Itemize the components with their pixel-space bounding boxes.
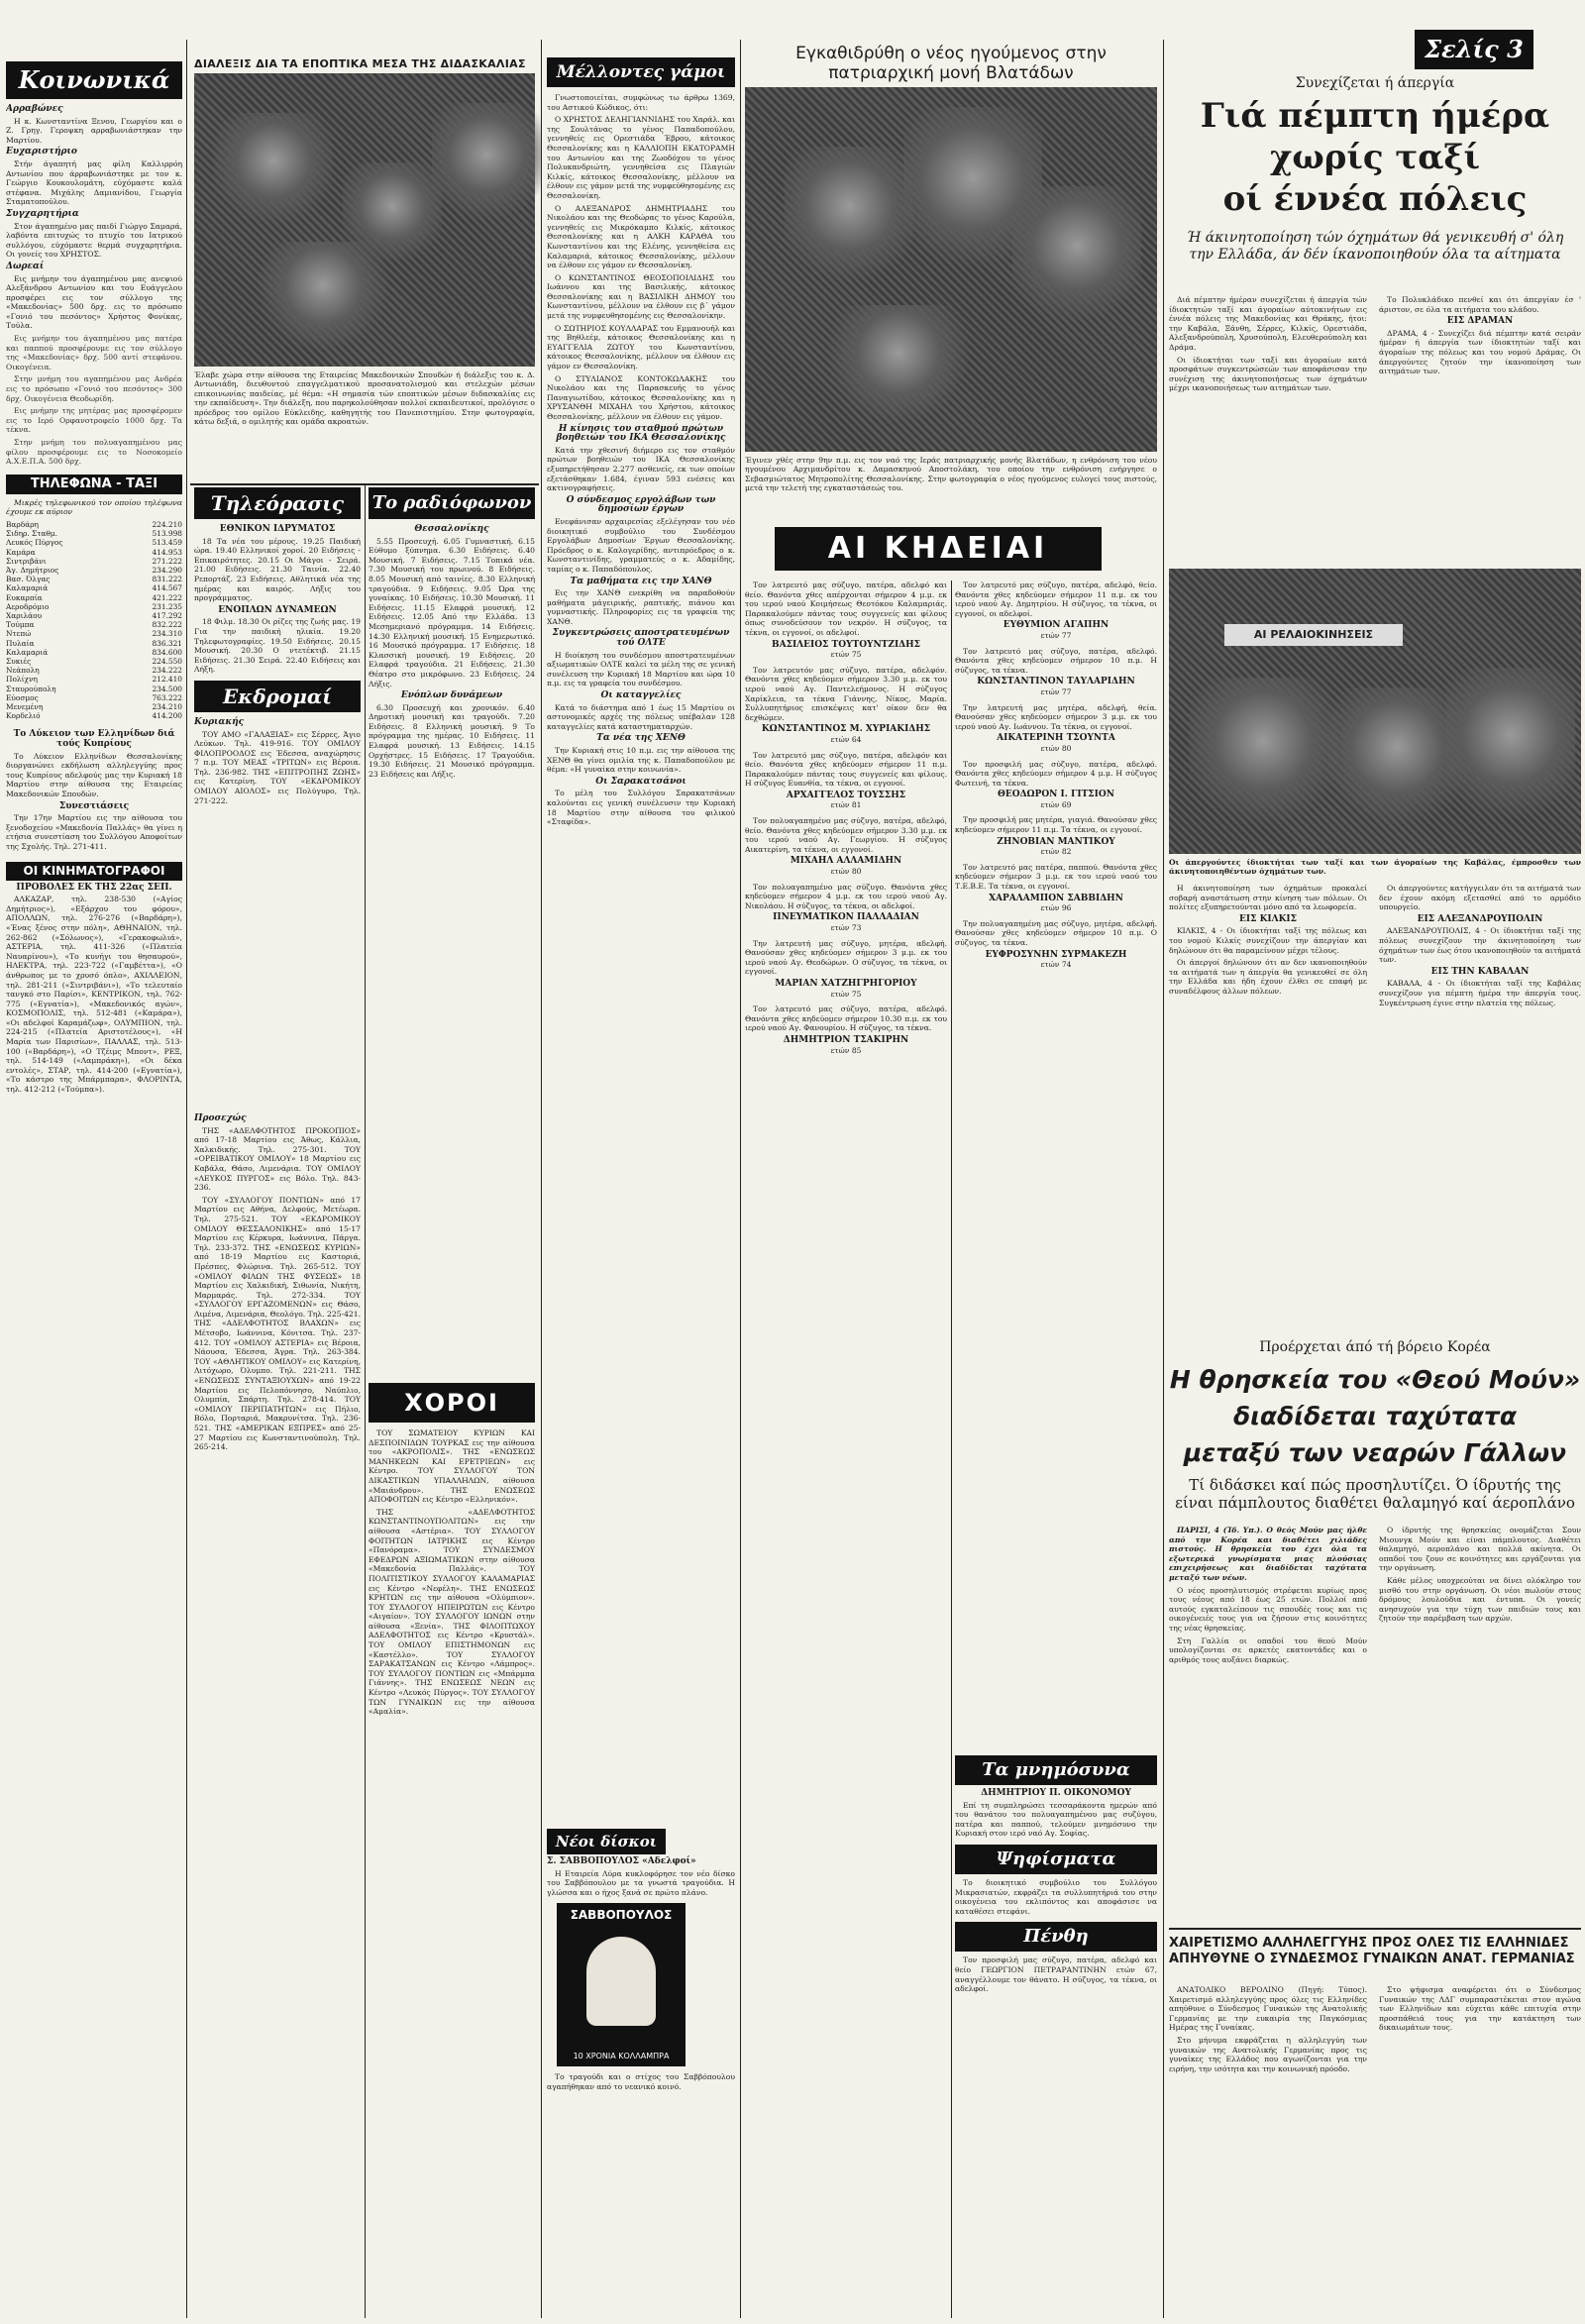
weddings-column: [547, 57, 735, 1226]
album-bottom-text: 10 ΧΡΟΝΙΑ ΚΟΛΛΑΜΠΡΑ: [573, 2051, 670, 2060]
phone-number: 234.310: [152, 629, 182, 639]
funeral-notice: Τον προσφιλή μας σύζυγο, πατέρα, αδελφό. Θανόντα χθες κηδεύομεν σήμερον 4 μ.μ. Η σύζυγος Φωτεινή, τα τέκνα.: [955, 759, 1157, 788]
memorial-name: ΔΗΜΗΤΡΙΟΥ Π. ΟΙΚΟΝΟΜΟΥ: [981, 1788, 1131, 1798]
phone-row: [6, 693, 182, 702]
kavala-title: ΕΙΣ ΤΗΝ ΚΑΒΑΛΑΝ: [1430, 966, 1530, 977]
phone-place: Συκιές: [6, 657, 32, 667]
moon-body: Ο ίδρυτής της θρησκείας ονομάζεται Σουν Μιουνγκ Μούν και είναι πάμπλουτος. Διαθέτει θαλαμηγό, αεροπλάνο και πολλά ακίνητα. Οι οπαδοί του ζουν σε κοινότητες και εργάζονται για την οργάνωση.: [1379, 1526, 1581, 1573]
phone-row: [6, 602, 182, 611]
resolutions-text: Το διοικητικό συμβούλιο του Συλλόγου Μικρασιατών, εκφράζει τα συλλυπητήριά του στην οικογένεια του εκλιπόντος και αποφάσισε να καταθέσει στεφάνι.: [955, 1877, 1157, 1916]
phone-row: [6, 548, 182, 557]
tv-title: Τηλεόρασις: [194, 487, 361, 519]
greetings-title: ΧΑΙΡΕΤΙΣΜΟ ΑΛΛΗΛΕΓΓΥΗΣ ΠΡΟΣ ΟΛΕΣ ΤΙΣ ΕΛΛΗΝΙΔΕΣ ΑΠΗΥΘΥΝΕ Ο ΣΥΝΔΕΣΜΟΣ ΓΥΝΑΙΚΩΝ ΑΝΑΤ. ΓΕΡΜΑΝΙΑΣ: [1169, 1936, 1575, 1966]
phone-place: Ευκαρπία: [6, 592, 43, 602]
album-cover: [557, 1903, 686, 2066]
kilkis-title: ΕΙΣ ΚΙΛΚΙΣ: [1239, 913, 1297, 924]
phone-row: [6, 557, 182, 566]
taxi-headline-line: Γιά πέμπτη ήμέρα: [1200, 96, 1550, 136]
funeral-age: ετών 75: [830, 650, 862, 660]
social-section-text: Η κ. Κωνσταντίνα Ξενου, Γεωργίου και ο Ζ. Γρηγ. Γεροψκη αρραβωνιάστηκαν την Μαρτίου.: [6, 116, 182, 145]
moon-body-left: ΠΑΡΙΣΙ, 4 (Ίδ. Υπ.). Ο θεός Μούν μας ήλθε από την Κορέα και διαθέτει χιλιάδες πιστούς. Η θρησκεία του έχει όλα τα εξωτερικά γνωρίσματα μιας πλούσιας επιχειρήσεως και διαδίδεται ταχύτατα μεταξύ των νέων. Ο νέος προσηλυτισμός στρέφεται κυρίως προς τους νέους από 18 έως 25 ετών. Πολλοί από αυτούς εγκαταλείπουν τις σπουδές τους και τις οικογένειές τους για να ζήσουν στις κοινότητες της νέας θρησκείας. Στη Γαλλία οι οπαδοί του θεού Μούν υπολογίζονται σε αρκετές εκατοντάδες και ο αριθμός τους αυξάνει διαρκώς.: [1169, 1526, 1367, 1664]
monastery-photo: [745, 87, 1157, 452]
greetings-body-left: ΑΝΑΤΟΛΙΚΟ ΒΕΡΟΛΙΝΟ (Πηγή: Τύπος). Χαιρετισμό αλληλεγγύης προς όλες τις Ελληνίδες απηύθυνε ο Σύνδεσμος Γυναικών της Ανατολικής Γερμανίας με την ευκαιρία της Παγκόσμιας Ημέρας της Γυναίκας. Στο μήνυμα εκφράζεται η αλληλεγγύη των γυναικών της Ανατολικής Γερμανίας προς τις γυναίκες της Ελλάδος που αγωνίζονται για την ειρήνη, την ισότητα και την κοινωνική πρόοδο.: [1169, 1985, 1367, 2073]
moon-body-right: Ο ίδρυτής της θρησκείας ονομάζεται Σουν Μιουνγκ Μούν και είναι πάμπλουτος. Διαθέτει θαλαμηγό, αεροπλάνο και πολλά ακίνητα. Οι οπαδοί του ζουν σε κοινότητες και εργάζονται για την οργάνωση. Κάθε μέλος υποχρεούται να δίνει ολόκληρο τον μισθό του στην οργάνωση. Οι νέοι πωλούν στους δρόμους λουλούδια και έντυπα. Οι γονείς ανησυχούν για την τύχη των παιδιών τους και ζητούν την παρέμβαση των αρχών.: [1379, 1526, 1581, 1624]
wedding-notice: Ο ΚΩΝΣΤΑΝΤΙΝΟΣ ΘΕΟΣΟΠΟΙΛΙΔΗΣ του Ιωάννου και της Βασιλικής, κάτοικος Θεσσαλονίκης και η ΒΑΣΙΛΙΚΗ ΔΗΜΟΥ του Κωνσταντίνου, μέλλουν να έλθουν εις β΄ γάμον μετά της νυμφευθησομένης εις Θεσσαλονίκην.: [547, 272, 735, 321]
taxi-photo-caption: Οι άπεργούντες ίδιοκτήται των ταξί και των άγοραίων της Καβάλας, έμπροσθεν των άκινητοποιηθέντων όχημάτων των.: [1169, 858, 1581, 877]
phone-number: 836.321: [152, 638, 182, 648]
ika-title: Η κίνησις του σταθμού πρώτων βοηθειών του ΙΚΑ Θεσσαλονίκης: [556, 423, 726, 444]
memorial-section: [955, 1755, 1157, 2318]
funeral-notice: Την πολυαγαπημένη μας σύζυγο, μητέρα, αδελφή. Θανούσαν χθες κηδεύομεν σήμερον 10 π.μ. Ο σύζυγος, τα τέκνα.: [955, 918, 1157, 947]
phone-number: 234.500: [152, 684, 182, 693]
sarakatsanoi-title: Οι Σαρακατσάνοι: [595, 776, 687, 787]
drama-title: ΕΙΣ ΔΡΑΜΑΝ: [1446, 316, 1514, 327]
taxi-body-left: Η άκινητοποίηση των όχημάτων προκαλεί σοβαρή αναστάτωση στην κίνηση των πόλεων. Οι πολίτες εξυπηρετούνται μόνο από τα λεωφορεία. ΕΙΣ ΚΙΛΚΙΣ ΚΙΛΚΙΣ, 4 - Οι ίδιοκτήται ταξί της πόλεως και του νομού Κιλκίς συνεχίζουν την άπεργίαν και δηλώνουν ότι θα παραμείνουν μέχρι τέλους. Οι άπεργοί δηλώνουν ότι αν δεν ικανοποιηθούν τα αιτήματά των η άπεργία θα γενικευθεί σε όλη την Ελλάδα και ήδη έχουν έλθει σε επαφή με συναδέλφους άλλων πόλεων.: [1169, 884, 1367, 996]
radio-body: [369, 525, 535, 779]
dances-text: ΤΟΥ ΣΩΜΑΤΕΙΟΥ ΚΥΡΙΩΝ ΚΑΙ ΔΕΣΠΟΙΝΙΔΩΝ ΤΟΥΡΚΑΣ εις την αίθουσα του «ΑΚΡΟΠΟΛΙΣ». ΤΗΣ «ΕΝΩΣΕΩΣ ΜΑΝΗΚΕΩΝ ΚΑΙ ΕΡΕΤΡΙΕΩΝ» εις Κέντρο. ΤΟΥ ΣΥΛΛΟΓΟΥ ΤΟΝ ΔΙΚΑΣΤΙΚΩΝ ΥΠΑΛΛΗΛΩΝ, αίθουσα «Μαιάνδρου». ΤΗΣ ΕΝΩΣΕΩΣ ΑΠΟΦΟΙΤΩΝ εις Κέντρο «Ελληνικόν».: [369, 1428, 535, 1505]
phone-place: Καμάρα: [6, 547, 36, 557]
phone-row: [6, 520, 182, 529]
funeral-notice: Την λατρευτή μας μητέρα, αδελφή, θεία. Θανούσαν χθες κηδεύομεν σήμερον 3 μ.μ. εκ του ιερού ναού Αγ. Ιωάννου. Τα τέκνα, οι εγγονοί.: [955, 702, 1157, 731]
alexandroupoli-text: ΑΛΕΞΑΝΔΡΟΥΠΟΛΙΣ, 4 - Οι ίδιοκτήται ταξί της πόλεως συνεχίζουν την άκινητοποίηση των όχημάτων των έως ότου ικανοποιηθούν τα αιτήματά των.: [1379, 926, 1581, 965]
taxi-headline: [1169, 95, 1581, 220]
social-sections: [6, 105, 182, 331]
tv-column: [194, 487, 361, 1111]
funeral-notice: Τον λατρευτό μας σύζυγο, πατέρα, αδελφό και θείο. Θανόντα χθες απέρχονται σήμερον 4 μ.μ. εκ του ιερού ναού Κοιμήσεως Θεοτόκου Καλαμαριάς. Παρακαλούμεν πάντας τους συγγενείς και φίλους όπως συνοδεύσουν τον νεκρόν. Η σύζυγος, τα τέκνα, οι εγγονοί, οι αδελφοί.: [745, 581, 947, 637]
funeral-notice: Την λατρευτή μας σύζυγο, μητέρα, αδελφή. Θανούσαν χθες κηδεύομεν σήμερον 3 μ.μ. εκ του ιερού ναού Αγ. Θεοδώρων. Ο σύζυγος, τα τέκνα, οι εγγονοί.: [745, 938, 947, 977]
phone-row: [6, 685, 182, 693]
social-section-text: Στήν άγαπητή μας φίλη Καλλιρρόη Αντωνίου που άρραβωνιάστηκε με τον κ. Γεώργιο Κουκουλομάτη, εύχόμαστε καλά στέφανα. Μιχάλης Δαμιανίδου, Γεωργία Σταματοπούλου.: [6, 158, 182, 207]
moon-headline-line: διαδίδεται ταχύτατα: [1232, 1402, 1518, 1430]
excursions-day: Κυριακής: [194, 716, 245, 727]
phone-number: 234.210: [152, 702, 182, 712]
taxi-drama: Το Πολυκλάδικο πενθεί και ότι άπεργίαν έσ ' άριστον, σε όλα τα αιτήματα του κλάδου. ΕΙΣ ΔΡΑΜΑΝ ΔΡΑΜΑ, 4 - Συνεχίζει διά πέμπτην κατά σειράν ήμέραν ή άπεργία των ίδιοκτητών ταξί και άγοραίων της πόλεως και του νομού Δράμας. Οι άπεργούντες ζητούν την ίκανοποίηση των αιτημάτων των.: [1379, 295, 1581, 376]
excursions-text: ΤΟΥ ΑΜΟ «ΓΑΛΑΞΙΑΣ» εις Σέρρες, Άγιο Λεύκων. Τηλ. 419-916. ΤΟΥ ΟΜΙΛΟΥ ΦΙΛΟΠΡΟΟΔΟΣ εις Έδεσσα, αναχώρησις 7 π.μ. ΤΟΥ ΜΕΑΣ «ΤΡΙΤΩΝ» εις Βέροια. Τηλ. 236-982. ΤΗΣ «ΕΠΙΤΡΟΠΗΣ ΖΩΗΣ» εις Κατερίνη. ΤΟΥ «ΕΚΔΡΟΜΙΚΟΥ ΟΜΙΛΟΥ ΑΙΟΛΟΣ» εις Πολύγυρο, Τηλ. 271-222.: [194, 729, 361, 805]
taxi-headline-line: οί έννέα πόλεις: [1222, 179, 1528, 219]
funeral-name: ΖΗΝΟΒΙΑΝ ΜΑΝΤΙΚΟΥ: [997, 836, 1115, 847]
radio-station-title: Ενόπλων δυνάμεων: [400, 690, 503, 701]
funeral-name: ΔΗΜΗΤΡΙΟΝ ΤΣΑΚΙΡΗΝ: [783, 1034, 909, 1045]
phone-row: [6, 657, 182, 666]
tv-channel-title: ΕΝΟΠΛΩΝ ΔΥΝΑΜΕΩΝ: [218, 604, 337, 615]
social-title: Κοινωνικά: [6, 61, 182, 99]
new-discs-subtitle: Σ. ΣΑΒΒΟΠΟΥΛΟΣ «Αδελφοί»: [547, 1856, 696, 1866]
funeral-age: ετών 96: [1040, 903, 1072, 913]
funeral-age: ετών 80: [1040, 743, 1072, 753]
phone-place: Μενεμένη: [6, 702, 44, 712]
phone-place: Άγ. Δημήτριος: [6, 565, 59, 575]
memorial-text: Επί τη συμπληρώσει τεσσαράκοντα ημερών από του θανάτου του πολυαγαπημένου μας συζύγου, πατέρα και παππού, τελούμεν μνημόσυνο την Κυριακή στον ιερό ναό Αγ. Σοφίας.: [955, 1800, 1157, 1839]
phones-list: [6, 520, 182, 720]
phone-row: [6, 702, 182, 711]
funeral-notice: Τον πολυαγαπημένο μας σύζυγο. Θανόντα χθες κηδεύομεν σήμερον 4 μ.μ. εκ του ιερού ναού Αγ. Νικολάου. Η σύζυγος, τα τέκνα, οι αδελφοί.: [745, 882, 947, 910]
social-section-title: Ευχαριστήριο: [6, 147, 77, 158]
xenth-text: Την Κυριακή στις 10 π.μ. εις την αίθουσα της ΧΕΝΘ θα γίνει ομιλία της κ. Παπαδοπούλου με θέμα: «Η γυναίκα στην κοινωνία».: [547, 746, 735, 775]
phone-number: 414.567: [152, 583, 182, 593]
dances-title: ΧΟΡΟΙ: [369, 1383, 535, 1423]
funeral-age: ετών 73: [830, 923, 862, 932]
phone-row: [6, 575, 182, 583]
taxi-body-right: Οι άπεργούντες κατήγγειλαν ότι τα αιτήματά των δεν έχουν ακόμη εξετασθεί από το αρμόδιο υπουργείο. ΕΙΣ ΑΛΕΞΑΝΔΡΟΥΠΟΛΙΝ ΑΛΕΞΑΝΔΡΟΥΠΟΛΙΣ, 4 - Οι ίδιοκτήται ταξί της πόλεως συνεχίζουν την άκινητοποίηση των όχημάτων των έως ότου ικανοποιηθούν τα αιτήματά των. ΕΙΣ ΤΗΝ ΚΑΒΑΛΑΝ ΚΑΒΑΛΑ, 4 - Οι ίδιοκτήται ταξί της Καβάλας συνεχίζουν για πέμπτη ήμέρα την άπεργία τους. Συγκέντρωση έγινε στην πλατεία της πόλεως.: [1379, 884, 1581, 1007]
phone-place: Πολίχνη: [6, 675, 38, 685]
phone-number: 832.222: [152, 620, 182, 630]
phones-title: ΤΗΛΕΦΩΝΑ - ΤΑΞΙ: [6, 475, 182, 494]
radio-schedule: 5.55 Προσευχή. 6.05 Γυμναστική. 6.15 Εύθυμο ξύπνημα. 6.30 Ειδήσεις. 6.40 Μουσική. 7 Ειδήσεις. 7.15 Τοπικά νέα. 7.30 Μουσική του πρωινού. 8 Ειδήσεις. 8.05 Μουσική από ταινίες. 8.30 Ελληνική τραγούδια. 9 Ειδήσεις. 9.05 Ώρα της γυναίκας. 10 Ειδήσεις. 10.30 Μουσική. 11 Ειδήσεις. 11.15 Ελαφρά μουσική. 12 Ειδήσεις. 12.05 Από την Ελλάδα. 13 Μεσημεριανό πρόγραμμα. 14 Ειδήσεις. 14.30 Ελληνική μουσική. 15 Ενημερωτικό. 16 Μουσικό πρόγραμμα. 17 Ειδήσεις. 18 Κλασσική μουσική. 19 Ειδήσεις. 20 Ελαφρά τραγούδια. 21 Ειδήσεις. 21.30 Θέατρο στο μικρόφωνο. 23 Ειδήσεις. 24 Λήξις.: [369, 536, 535, 688]
phone-place: Ντεπώ: [6, 629, 32, 639]
funeral-notice: Τον λατρευτό μας σύζυγο, πατέρα, αδελφό, θείο. Θανόντα χθες κηδεύομεν σήμερον 11 π.μ. εκ του ιερού ναού Αγ. Δημητρίου. Η σύζυγος, τα τέκνα, οι εγγονοί, οι αδελφοί.: [955, 581, 1157, 618]
funeral-name: ΚΩΝΣΤΑΝΤΙΝΟΣ Μ. ΧΥΡΙΑΚΙΔΗΣ: [761, 724, 931, 735]
phone-row: [6, 711, 182, 720]
funerals-title: ΑΙ ΚΗΔΕΙΑΙ: [775, 527, 1102, 571]
xenth-title: Τα νέα της ΧΕΝΘ: [596, 733, 686, 744]
ika-text: Κατά την χθεσινή διήμερο εις τον σταθμόν πρώτων βοηθειών του ΙΚΑ Θεσσαλονίκης εξυπηρετήθησαν 2.277 ασθενείς, εκ των οποίων εξετάσθηκαν 1.684, έγιναν 593 ενέσεις και ακτινογραφήσεις.: [547, 445, 735, 493]
phone-number: 234.222: [152, 666, 182, 676]
phone-number: 831.222: [152, 575, 182, 584]
phone-number: 513.998: [152, 529, 182, 539]
new-discs-section: Νέοι δίσκοι Σ. ΣΑΒΒΟΠΟΥΛΟΣ «Αδελφοί» Η Εταιρεία Λύρα κυκλοφόρησε τον νέο δίσκο του Σαββόπουλου με τα γνωστά τραγούδια. Η γλώσσα και ο ήχος ξανά σε πρώτο πλάνο. ΣΑΒΒΟΠΟΥΛΟΣ 10 ΧΡΟΝΙΑ ΚΟΛΛΑΜΠΡΑ Το τραγούδι και ο στίχος του Σαββόπουλου αγαπήθηκαν από το νεανικό κοινό.: [547, 1829, 735, 2318]
funeral-name: ΧΑΡΑΛΑΜΠΟΝ ΣΑΒΒΙΔΗΝ: [989, 893, 1123, 903]
kilkis-text: ΚΙΛΚΙΣ, 4 - Οι ίδιοκτήται ταξί της πόλεως και του νομού Κιλκίς συνεχίζουν την άπεργίαν και δηλώνουν ότι θα παραμείνουν μέχρι τέλους.: [1169, 926, 1367, 955]
new-discs-text: Η Εταιρεία Λύρα κυκλοφόρησε τον νέο δίσκο του Σαββόπουλου με τα γνωστά τραγούδια. Η γλώσσα και ο ήχος ξανά σε πρώτο πλάνο.: [547, 1868, 735, 1897]
funeral-age: ετών 74: [1040, 960, 1072, 970]
social-section-title: Δωρεαί: [6, 261, 45, 271]
phone-row: [6, 629, 182, 638]
phone-number: 421.222: [152, 592, 182, 602]
phone-place: Χαριλάου: [6, 611, 43, 620]
funeral-name: ΠΝΕΥΜΑΤΙΚΟΝ ΠΑΛΛΑΔΙΑΝ: [773, 912, 919, 923]
wedding-notice: Γνωστοποιείται, συμφώνως τω άρθρω 1369, του Αστικού Κώδικος, ότι:: [547, 93, 735, 112]
phone-number: 417.292: [152, 611, 182, 620]
moon-headline-line: Η θρησκεία του «Θεού Μούν»: [1169, 1365, 1581, 1394]
taxi-kicker: Συνεχίζεται ή άπεργία: [1295, 75, 1455, 91]
social-section-title: Συγχαρητήρια: [6, 208, 79, 219]
funeral-age: ετών 81: [830, 800, 862, 810]
phone-place: Κορδελιό: [6, 711, 41, 721]
memorial-title: Τα μνημόσυνα: [955, 1755, 1157, 1785]
radio-title: Το ραδιόφωνον: [369, 487, 535, 519]
funeral-age: ετών 64: [830, 734, 862, 744]
funeral-notice: Τον λατρευτό μας σύζυγο, πατέρα, αδελφόν και θείο. Θανόντα χθες κηδεύομεν σήμερον 11 π.μ. Παρακαλούμεν πάντας τους συγγενείς και φίλους. Η σύζυγος Ευανθία, τα τέκνα, οι εγγονοί.: [745, 750, 947, 789]
phone-number: 224.210: [152, 519, 182, 529]
complaints-text: Κατά το διάστημα από 1 έως 15 Μαρτίου οι αστυνομικές αρχές της πόλεως υπέβαλαν 128 καταγγελίες κατά καταστηματαρχών.: [547, 702, 735, 731]
taxi-photo: [1169, 569, 1581, 854]
phones-intro: Μικρές τηλεφωνικού τον οποίου τηλέφωνα έχουμε εκ αύριον: [6, 497, 182, 517]
social-section-text: Στον άγαπημένο μας παιδί Γιώργο Σαμαρά, λαβόντα επιτυχώς το πτυχίο του Ιατρικού συλλόγου, εύχόμαστε θερμά συγχαρητήρια. Οι γονείς του ΧΡΗΣΤΟΣ.: [6, 221, 182, 260]
lecture-photo: [194, 73, 535, 367]
weddings-title: Μέλλοντες γάμοι: [547, 57, 735, 87]
phone-row: [6, 648, 182, 657]
monastery-caption: Έγινεν χθές στην 9ην π.μ. εις τον ναό της Ιεράς πατριαρχικής μονής Βλατάδων, η ενθρόνιση του νέου ηγουμένου Αρχιμανδρίτου κ. Δαμασκηνού Αποστολάκη, του οποίου την ενθρόνιση ενήργησε ο Σεβασμιώτατος Μητροπολίτης Θεσσαλονίκης. Στην φωτογραφία ο νέος ηγούμενος ευλογεί τους πιστούς, μετά την τελετή της εγκαταστάσεώς του.: [745, 456, 1157, 493]
phone-row: [6, 620, 182, 629]
tv-body: [194, 525, 361, 675]
funeral-age: ετών 77: [1040, 687, 1072, 696]
phone-row: [6, 566, 182, 575]
greetings-text: ΑΝΑΤΟΛΙΚΟ ΒΕΡΟΛΙΝΟ (Πηγή: Τύπος). Χαιρετισμό αλληλεγγύης προς όλες τις Ελληνίδες απηύθυνε ο Σύνδεσμος Γυναικών της Ανατολικής Γερμανίας με την ευκαιρία της Παγκόσμιας Ημέρας της Γυναίκας.: [1169, 1985, 1367, 2033]
page-number-label: Σελίς 3: [1415, 30, 1533, 69]
social-column: Κοινωνικά Αρραβώνες Η κ. Κωνσταντίνα Ξενου, Γεωργίου και ο Ζ. Γρηγ. Γεροψκη αρραβωνιάστηκαν την Μαρτίου. Ευχαριστήριο Στήν άγαπητή μας φίλη Καλλιρρόη Αντωνίου που άρραβωνιάστηκε με τον κ. Γεώργιο Κουκουλομάτη, εύχόμαστε καλά στέφανα. Μιχάλης Δαμιανίδου, Γεωργία Σταματοπούλου. Συγχαρητήρια Στον άγαπημένο μας παιδί Γιώργο Σαμαρά, λαβόντα επιτυχώς το πτυχίο του Ιατρικού συλλόγου, εύχόμαστε θερμά συγχαρητήρια. Οι γονείς του ΧΡΗΣΤΟΣ. Δωρεαί Εις μνήμην του άγαπημένου μας ανεψιού Αλεξάνδρου Αντωνίου και του Ευάγγελου προσφέρει εις τον σύλλογο της «Μακεδονίας» 500 δρχ. εις το πρόσωπο «Γονιό του πεσόντος» Χρήστος Φονίκας, Τούλα. Εις μνήμην του άγαπημένου μας πατέρα και παππού προσφέρουμε εις τον σύλλογο της «Μακεδονίας» δρχ. 500 αντί στεφάνου. Οικογένεια. Στην μνήμη του αγαπημένου μας Ανδρέα εις το πρόσωπο «Γονιό του πεσόντος» 300 δρχ. Οικογένεια Θεοδωρίδη. Εις μνήμην της μητέρας μας προσφέρομεν εις το Ιερό Ορφανοτροφείο 1000 δρχ. Τα τέκνα. Στην μνήμη του πολυαγαπημένου μας φίλου προσφέρουμε εις το Νοσοκομείο Α.Χ.Ε.Π.Α. 500 δρχ. ΤΗΛΕΦΩΝΑ - ΤΑΞΙ Μικρές τηλεφωνικού τον οποίου τηλέφωνα έχουμε εκ αύριον Βαρδάρη 224.210 Σιδηρ. Σταθμ. 513.998 Λευκός Πύργος 513.459 Καμάρα 414.953 Σιντριβάνι 271.222 Άγ. Δημήτριος 234.290 Βασ. Όλγας 831.222 Καλαμαριά 414.567 Ευκαρπία 421.222 Αεροδρόμιο 231.235 Χαριλάου 417.292 Τούμπα 832.222 Ντεπώ 234.310 Πυλαία 836.321 Καλαμαριά 834.600 Συκιές 224.550 Νεάπολη 234.222 Πολίχνη 212.410 Σταυρούπολη 234.500 Εύοσμος 763.222 Μενεμένη 234.210 Κορδελιό 414.200 Το Λύκειον των Ελληνίδων διά τούς Κυπρίους Το Λύκειον Ελληνίδων Θεσσαλονίκης διοργανώνει εκδήλωση αλληλεγγύης προς τους Κυπρίους αδελφούς μας την Κυριακή 18 Μαρτίου στην αίθουσα της Εταιρείας Μακεδονικών Σπουδών. Συνεστιάσεις Την 17ην Μαρτίου εις την αίθουσα του ξενοδοχείου «Μακεδονία Παλλάς» θα γίνει η ετήσια συνεστίαση του Συλλόγου Αποφοίτων της Σχολής. Τηλ. 271-411. ΟΙ ΚΙΝΗΜΑΤΟΓΡΑΦΟΙ ΠΡΟΒΟΛΕΣ ΕΚ ΤΗΣ 22ας ΣΕΠ. ΑΛΚΑΖΑΡ, τηλ. 238-530 («Αγίος Δημήτριος»), «Εξάρχου του φόρου», ΑΠΟΛΛΩΝ, τηλ. 276-276 («Βαρδάρη»), «Ένας ξένος στην πόλη», ΑΘΗΝΑΙΟΝ, τηλ. 262-862 («Σόλωνος»), «Γερακοφωλιά», ΑΣΤΕΡΙΑ, τηλ. 411-326 («Πλατεία Ναυαρίνου»), «Το κυνήγι του θησαυρού», ΗΛΕΚΤΡΑ, τηλ. 223-722 («Γαμβέττα»), «Ο άνθρωπος με το χρυσό όπλο», ΑΧΙΛΛΕΙΟΝ, τηλ. 281-211 («Σιντριβάνι»), «Το τελευταίο τανγκό στο Παρίσι», ΚΕΝΤΡΙΚΟΝ, τηλ. 762-775 («Εγνατία»), «Μακεδονικός αγών», ΚΟΣΜΟΠΟΛΙΣ, τηλ. 512-481 («Καμάρα»), «Οι αδελφοί Καραμάζωφ», ΟΛΥΜΠΙΟΝ, τηλ. 224-215 («Πλατεία Αριστοτέλους»), «Η Μαρία των Παρισίων», ΠΑΛΛΑΣ, τηλ. 513-100 («Βαρδάρη»), «Ο Τζέιμς Μποντ», ΡΕΞ, τηλ. 514-149 («Λαμπράκη»), «Οι δέκα εντολές», ΣΤΑΡ, τηλ. 414-200 («Εγνατία»), «Το κάστρο της Μπάρμπαρα», ΦΛΟΡΙΝΤΑ, τηλ. 412-212 («Τούμπα»).: [6, 0, 182, 2318]
phone-number: 763.222: [152, 692, 182, 702]
funeral-notice: Τον λατρευτό μας πατέρα, παππού. Θανόντα χθες κηδεύομεν σήμερον 3 μ.μ. εκ του ιερού ναού του Τ.Ε.Β.Ε. Τα τέκνα, οι εγγονοί.: [955, 862, 1157, 892]
excursions-continued: Προσεχώς ΤΗΣ «ΑΔΕΛΦΟΤΗΤΟΣ ΠΡΟΚΟΠΙΟΣ» από 17-18 Μαρτίου εις Άθως, Κάλλια, Χαλκιδικής. Τηλ. 275-301. ΤΟΥ «ΟΡΕΙΒΑΤΙΚΟΥ ΟΜΙΛΟΥ» 18 Μαρτίου εις Καβάλα, Θάσο, Λιμενάρια. ΤΟΥ ΟΜΙΛΟΥ «ΛΕΥΚΟΣ ΠΥΡΓΟΣ» εις Βόλο. Τηλ. 843-236. ΤΟΥ «ΣΥΛΛΟΓΟΥ ΠΟΝΤΙΩΝ» από 17 Μαρτίου εις Αθήνα, Δελφούς, Μετέωρα. Τηλ. 275-521. ΤΟΥ «ΕΚΔΡΟΜΙΚΟΥ ΟΜΙΛΟΥ ΘΕΣΣΑΛΟΝΙΚΗΣ» από 15-17 Μαρτίου εις Κέρκυρα, Ιωάννινα, Πάργα. Τηλ. 233-372. ΤΗΣ «ΕΝΩΣΕΩΣ ΚΥΡΙΩΝ» από 18-19 Μαρτίου εις Καστοριά, Πρέσπες, Φλώρινα. Τηλ. 265-512. ΤΟΥ «ΟΜΙΛΟΥ ΦΙΛΩΝ ΤΗΣ ΦΥΣΕΩΣ» 18 Μαρτίου εις Χαλκιδική, Σιθωνία, Νικήτη, Μαρμαράς. Τηλ. 272-334. ΤΟΥ «ΣΥΛΛΟΓΟΥ ΕΡΓΑΖΟΜΕΝΩΝ» εις Θάσο, Λιμένα, Λιμενάρια, Θεολόγο. Τηλ. 225-421. ΤΗΣ «ΑΔΕΛΦΟΤΗΤΟΣ ΒΛΑΧΩΝ» εις Μέτσοβο, Ιωάννινα, Κόνιτσα. Τηλ. 237-412. ΤΟΥ «ΟΜΙΛΟΥ ΑΣΤΕΡΙΑ» εις Βέροια, Νάουσα, Έδεσσα, Άγρα. Τηλ. 263-384. ΤΟΥ «ΑΘΛΗΤΙΚΟΥ ΟΜΙΛΟΥ» εις Κατερίνη, Λιτόχωρο, Όλυμπο. Τηλ. 221-211. ΤΗΣ «ΕΝΩΣΕΩΣ ΣΥΝΤΑΞΙΟΥΧΩΝ» από 19-22 Μαρτίου εις Πελοπόννησο, Ναύπλιο, Ολυμπία, Σπάρτη. Τηλ. 278-414. ΤΟΥ «ΟΜΙΛΟΥ ΠΕΡΙΠΑΤΗΤΩΝ» εις Πήλιο, Βόλο, Πορταριά, Μακρυνίτσα. Τηλ. 236-521. ΤΗΣ «ΑΜΕΡΙΚΑΝ ΕΞΠΡΕΣ» από 25-27 Μαρτίου εις Κωνσταντινούπολη. Τηλ. 265-214.: [194, 1113, 361, 1452]
funeral-name: ΘΕΟΔΩΡΟΝ Ι. ΓΙΤΣΙΟΝ: [998, 790, 1114, 800]
cinemas-subtitle: ΠΡΟΒΟΛΕΣ ΕΚ ΤΗΣ 22ας ΣΕΠ.: [16, 882, 172, 893]
taxi-photo-sign: ΑΙ ΡΕΛΑΙΟΚΙΝΗΣΕΙΣ: [1224, 624, 1403, 646]
funeral-name: ΕΥΦΡΟΣΥΝΗΝ ΣΥΡΜΑΚΕΖΗ: [985, 949, 1127, 960]
phone-place: Λευκός Πύργος: [6, 538, 63, 548]
funeral-notice: Την προσφιλή μας μητέρα, γιαγιά. Θανούσαν χθες κηδεύομεν σήμερον 11 π.μ. Τα τέκνα, οι εγγονοί.: [955, 815, 1157, 835]
funeral-notice: Τον πολυαγαπημένο μας σύζυγο, πατέρα, αδελφό, θείο. Θανόντα χθες κηδεύομεν σήμερον 3.30 μ.μ. εκ του ιερού ναού Αγ. Γεωργίου. Η σύζυγος Αικατερίνη, τα τέκνα, οι εγγονοί.: [745, 816, 947, 854]
alexandroupoli-title: ΕΙΣ ΑΛΕΞΑΝΔΡΟΥΠΟΛΙΝ: [1417, 913, 1543, 924]
phone-place: Σιδηρ. Σταθμ.: [6, 529, 57, 539]
phone-number: 513.459: [152, 538, 182, 548]
funerals-left: [745, 581, 947, 2318]
phone-number: 224.550: [152, 657, 182, 667]
radio-schedule: 6.30 Προσευχή και χρονικόν. 6.40 Δημοτική μουσική και τραγούδι. 7.20 Ειδήσεις. 8 Ελληνική μουσική. 9 Το πρόγραμμα της ημέρας. 10 Ειδήσεις. 11 Ελαφρά μουσική. 13 Ειδήσεις. 14.15 Ορχήστρες. 15 Ειδήσεις. 17 Τραγούδια. 19.30 Ειδήσεις. 21 Μουσικό πρόγραμμα. 23 Ειδήσεις και Λήξις.: [369, 702, 535, 779]
drama-text: ΔΡΑΜΑ, 4 - Συνεχίζει διά πέμπτην κατά σειράν ήμέραν ή άπεργία των ίδιοκτητών ταξί και άγοραίων της πόλεως και του νομού Δράμας. Οι άπεργούντες ζητούν την ίκανοποίηση των αιτημάτων των.: [1379, 328, 1581, 376]
olte-text: Η διοίκηση του συνδέσμου αποστρατευμένων αξιωματικών ΟΛΤΕ καλεί τα μέλη της σε γενική συνέλευση την Κυριακή 18 Μαρτίου και ώρα 10 π.μ. εις τα γραφεία του συνδέσμου.: [547, 650, 735, 688]
tv-channel-title: ΕΘΝΙΚΟΝ ΙΔΡΥΜΑΤΟΣ: [219, 524, 336, 534]
phone-place: Σιντριβάνι: [6, 556, 47, 566]
phone-number: 414.953: [152, 547, 182, 557]
tv-schedule: 18 Φιλμ. 18.30 Οι ρίζες της ζωής μας. 19 Για την παιδική ηλικία. 19.20 Τηλεφωτογραφίες. 19.50 Ειδήσεις. 20.15 Μουσική. 20.30 Ο ντετέκτιβ. 21.15 Ειδήσεις. 21.30 Σειρά. 22.40 Ειδήσεις και Λήξη.: [194, 617, 361, 675]
workers-text: Ενεφάνισαν αρχαιρεσίας εξελέγησαν του νέο διοικητικό συμβούλιο του Συνδέσμου Εργολάβων Δημοσίων Έργων Θεσσαλονίκης. Πρόεδρος ο κ. Καλογερίδης, αντιπρόεδρος ο κ. Κωνσταντινίδης, γραμματεύς ο κ. Αδαμίδης, ταμίας ο κ. Παπαδόπουλος.: [547, 516, 735, 574]
funeral-notice: Τον λατρευτό μας σύζυγο, πατέρα, αδελφό. Θανόντα χθες κηδεύομεν σήμερον 10.30 π.μ. εκ του ιερού ναού Αγ. Φανουρίου. Η σύζυγος, τα τέκνα.: [745, 1004, 947, 1033]
moon-headline: [1169, 1361, 1581, 1471]
funeral-name: ΚΩΝΣΤΑΝΤΙΝΟΝ ΤΑΥΛΑΡΙΔΗΝ: [977, 677, 1135, 687]
phone-row: [6, 611, 182, 620]
moon-subtitle: Τί διδάσκει καί πώς προσηλυτίζει. Ό ίδρυτής της είναι πάμπλουτος διαθέτει θαλαμηγό καί άεροπλάνο: [1175, 1476, 1575, 1512]
phone-row: [6, 538, 182, 547]
complaints-title: Οι καταγγελίες: [600, 690, 682, 701]
phone-place: Καλαμαριά: [6, 647, 49, 657]
phone-place: Αεροδρόμιο: [6, 601, 50, 611]
resolutions-title: Ψηφίσματα: [955, 1845, 1157, 1874]
wedding-notice: Ο ΣΤΥΛΙΑΝΟΣ ΚΟΝΤΟΚΩΛΑΚΗΣ του Νικολάου και της Παρασκευής το γένος Παναγιωτίδου, κάτοικος Θεσσαλονίκης και η ΧΡΥΣΑΝΘΗ ΜΙΧΑΗΛ του Χρήστου, κάτοικος Θεσσαλονίκης, μέλλουν να έλθουν εις γάμον.: [547, 373, 735, 421]
funeral-age: ετών 69: [1040, 799, 1072, 809]
phone-place: Νεάπολη: [6, 666, 40, 676]
phone-row: [6, 639, 182, 648]
phone-row: [6, 583, 182, 592]
funeral-name: ΒΑΣΙΛΕΙΟΣ ΤΟΥΤΟΥΝΤΖΙΔΗΣ: [771, 639, 921, 650]
excursions-upcoming-text: ΤΗΣ «ΑΔΕΛΦΟΤΗΤΟΣ ΠΡΟΚΟΠΙΟΣ» από 17-18 Μαρτίου εις Άθως, Κάλλια, Χαλκιδικής. Τηλ. 275-301. ΤΟΥ «ΟΡΕΙΒΑΤΙΚΟΥ ΟΜΙΛΟΥ» 18 Μαρτίου εις Καβάλα, Θάσο, Λιμενάρια. ΤΟΥ ΟΜΙΛΟΥ «ΛΕΥΚΟΣ ΠΥΡΓΟΣ» εις Βόλο. Τηλ. 843-236.: [194, 1125, 361, 1193]
moon-headline-line: μεταξύ των νεαρών Γάλλων: [1183, 1438, 1567, 1467]
wedding-notice: Ο ΧΡΗΣΤΟΣ ΔΕΛΗΓΙΑΝΝΙΔΗΣ του Χαράλ. και της Σουλτάνας το γένος Παπαδοπούλου, γεννηθείς εις Ορεστιάδα Έβρου, κάτοικος Θεσσαλονίκης και η ΚΑΛΛΙΟΠΗ ΕΚΑΤΟΡΑΜΗ του Αντωνίου και της Ζωοδόχου το γένος Πολυκανδριώτη, γεννηθείσα εις Πλαγιών Κιλκίς, κάτοικος Θεσσαλονίκης, μέλλουν να έλθουν εις γάμον μετά της νυμφεύθησομένης εις Θεσσαλονίκη.: [547, 115, 735, 200]
phone-number: 231.235: [152, 601, 182, 611]
moon-lead: ΠΑΡΙΣΙ, 4 (Ίδ. Υπ.). Ο θεός Μούν μας ήλθε από την Κορέα και διαθέτει χιλιάδες πιστούς. Η θρησκεία του έχει όλα τα εξωτερικά γνωρίσματα μιας πλούσιας επιχειρήσεως και διαδίδεται ταχύτατα μεταξύ των νέων.: [1169, 1526, 1367, 1582]
funeral-name: ΜΙΧΑΗΛ ΑΛΛΑΜΙΔΗΝ: [790, 856, 902, 867]
monastery-title: Εγκαθιδρύθη ο νέος ηγούμενος στην πατριαρχική μονή Βλατάδων: [795, 44, 1107, 83]
funeral-age: ετών 75: [830, 989, 862, 999]
phone-row: [6, 593, 182, 602]
funeral-age: ετών 85: [830, 1045, 862, 1055]
workers-title: Ο σύνδεσμος εργολάβων των δημοσίων έργων: [566, 494, 716, 515]
weddings-body: [547, 93, 735, 422]
wedding-notice: Ο ΣΩΤΗΡΙΟΣ ΚΟΥΛΛΑΡΑΣ του Εμμανουήλ και της Βηθλεέμ, κάτοικος Θεσσαλονίκης και η ΕΥΑΓΓΕΛΙΑ ΖΩΤΟΥ του Κωνσταντίνου, κάτοικος Θεσσαλονίκης, μέλλουν να έλθουν εις γάμον εν Θεσσαλονίκη.: [547, 323, 735, 371]
funeral-age: ετών 82: [1040, 847, 1072, 857]
taxi-subtitle: Ή άκινητοποίηση τών όχημάτων θά γενικευθή σ' όλη την Ελλάδα, άν δέν ίκανοποιηθούν όλα τα αίτηματα: [1186, 230, 1564, 263]
new-discs-title: Νέοι δίσκοι: [547, 1829, 666, 1854]
funeral-name: ΑΡΧΑΓΓΕΛΟΣ ΤΟΥΣΣΗΣ: [786, 790, 906, 800]
kavala-text: ΚΑΒΑΛΑ, 4 - Οι ίδιοκτήται ταξί της Καβάλας συνεχίζουν για πέμπτη ήμέρα την άπεργία τους. Συγκέντρωση έγινε στην πλατεία της πόλεως.: [1379, 979, 1581, 1007]
moon-kicker: Προέρχεται άπό τή βόρειο Κορέα: [1259, 1339, 1491, 1355]
lecture-caption: Έλαβε χώρα στην αίθουσα της Εταιρείας Μακεδονικών Σπουδών ή διάλεξις του κ. Δ. Αντωνιάδη, διευθυντού επαγγελματικού προσανατολισμού και στελεχών μέσων επικοινωνίας παιδείας, μέ θέμα: «Η σημασία τών εποπτικών μέσων διδασκαλίας εις την εκπαίδευση». Την διάλεξη, που παρηκολούθησαν πολλοί εκπαιδευτικοί, προλόγισε ο πρόεδρος του ομίλου Εύκλειδης, καθηγητής του Πανεπιστημίου. Στην φωτογραφία, κάτω δεξιά, ο ομιλητής και ομάδα ακροατών.: [194, 370, 535, 427]
cinemas-title: ΟΙ ΚΙΝΗΜΑΤΟΓΡΑΦΟΙ: [6, 862, 182, 881]
taxi-headline-line: χωρίς ταξί: [1270, 138, 1480, 177]
lecture-header: ΔΙΑΛΕΞΙΣ ΔΙΑ ΤΑ ΕΠΟΠΤΙΚΑ ΜΕΣΑ ΤΗΣ ΔΙΔΑΣΚΑΛΙΑΣ: [194, 57, 526, 70]
funeral-notice: Τον λατρευτόν μας σύζυγο, πατέρα, αδελφόν. Θανόντα χθες κηδεύομεν σήμερον 3.30 μ.μ. εκ του ιερού ναού Αγ. Παντελεήμονος. Η σύζυγος Χαρίκλεια, τα τέκνα Γιάννης, Νίκος, Μαρία. Συλλυπητήριος επισκέψεις κατ' οίκον δεν θα δεχθώμεν.: [745, 665, 947, 722]
phone-row: [6, 675, 182, 684]
phone-place: Σταυρούπολη: [6, 684, 56, 693]
phone-number: 212.410: [152, 675, 182, 685]
funeral-notice: Τον λατρευτό μας σύζυγο, πατέρα, αδελφό. Θανόντα χθες κηδεύομεν σήμερον 10 π.μ. Η σύζυγος, τα τέκνα.: [955, 646, 1157, 675]
phone-number: 271.222: [152, 556, 182, 566]
excursions-title: Εκδρομαί: [194, 681, 361, 712]
greetings-body-right: Στο ψήφισμα αναφέρεται ότι ο Σύνδεσμος Γυναικών της ΛΔΓ συμπαραστέκεται στον αγώνα των Ελληνίδων και εύχεται κάθε επιτυχία στην προσπάθειά τους για την κατάκτηση των δικαιωμάτων τους.: [1379, 1985, 1581, 2033]
wedding-notice: Ο ΑΛΕΞΑΝΔΡΟΣ ΔΗΜΗΤΡΙΑΔΗΣ του Νικολάου και της Θεοδώρας το γένος Καρούλα, γεννηθείς εις Μικρόκαμπο Κιλκίς, κάτοικος Θεσσαλονίκης και η ΑΛΚΗ ΚΑΡΑΘΑ του Κωνσταντίνου και της Ελένης, γεννηθείσα εις Καλαμαριά, κάτοικος Θεσσαλονίκης, μέλλουν να έλθουν εις γάμον εν Θεσσαλονίκη.: [547, 203, 735, 270]
radio-station-title: Θεσσαλονίκης: [414, 524, 489, 534]
social-section-text: Εις μνήμην του άγαπημένου μας ανεψιού Αλεξάνδρου Αντωνίου και του Ευάγγελου προσφέρει εις τον σύλλογο της «Μακεδονίας» 500 δρχ. εις το πρόσωπο «Γονιό του πεσόντος» Χρήστος Φονίκας, Τούλα.: [6, 273, 182, 331]
mourning-title: Πένθη: [955, 1922, 1157, 1952]
tv-schedule: 18 Τα νέα του μέρους. 19.25 Παιδική ώρα. 19.40 Ελληνικοί χοροί. 20 Ειδήσεις - Επικαιρότητες. 20.15 Οι Μάγοι - Σειρά. 21.00 Ειδήσεις. 21.30 Ταινία. 22.40 Ρεπορτάζ. 23 Ειδήσεις. Αθλητικά νέα της ημέρας και καιρός. Λήξις του προγράμματος.: [194, 536, 361, 603]
mourning-text: Τον προσφιλή μας σύζυγο, πατέρα, αδελφό και θείο ΓΕΩΡΓΙΟΝ ΠΕΤΡΑΡΑΝΤΙΝΗΝ ετών 67, αναγγέλλουμε τον θάνατο. Η σύζυγος, τα τέκνα, οι αδελφοί.: [955, 1955, 1157, 1994]
phone-place: Πυλαία: [6, 638, 35, 648]
olte-title: Συγκεντρώσεις αποστρατευμένων τού ΟΛΤΕ: [552, 628, 730, 649]
album-label: ΣΑΒΒΟΠΟΥΛΟΣ: [570, 1908, 673, 1923]
taxi-lead: Διά πέμπτην ήμέραν συνεχίζεται ή άπεργία τών ίδιοκτητών ταξί και άγοραίων αύτοκινήτων εις έννέα πόλεις της Μακεδονίας και Θράκης, ήτοι: την Καβάλα, Ξάνθη, Σέρρες, Κιλκίς, Ορεστιάδα, Αλεξανδρούπολη, Χρυσούπολη, Ελευθερούπολη και Δράμα. Οι ίδιοκτήται των ταξί και άγοραίων κατά προσφάτων συγκεντρώσεών των αποφάσισαν την συνέχιση της άκινητοποιήσεως των όχημάτων μέχρι ικανοποιήσεως των αιτημάτων των.: [1169, 295, 1367, 393]
xanth-text: Εις την ΧΑΝΘ ενεκρίθη να παραδοθούν μαθήματα μάγειρικής, ραπτικής, πιάνου και γυμναστικής. Πληροφορίες εις τα γραφεία της ΧΑΝΘ.: [547, 588, 735, 626]
phone-number: 234.290: [152, 565, 182, 575]
phone-place: Καλαμαριά: [6, 583, 49, 593]
xanth-title: Τα μαθήματα εις την ΧΑΝΘ: [570, 576, 712, 586]
funeral-age: ετών 77: [1040, 630, 1072, 640]
funeral-name: ΜΑΡΙΑΝ ΧΑΤΖΗΓΡΗΓΟΡΙΟΥ: [775, 978, 917, 989]
funeral-name: ΕΥΘΥΜΙΟΝ ΑΓΑΠΗΝ: [1003, 620, 1110, 631]
phone-row: [6, 666, 182, 675]
dances-section: ΧΟΡΟΙ ΤΟΥ ΣΩΜΑΤΕΙΟΥ ΚΥΡΙΩΝ ΚΑΙ ΔΕΣΠΟΙΝΙΔΩΝ ΤΟΥΡΚΑΣ εις την αίθουσα του «ΑΚΡΟΠΟΛΙΣ». ΤΗΣ «ΕΝΩΣΕΩΣ ΜΑΝΗΚΕΩΝ ΚΑΙ ΕΡΕΤΡΙΕΩΝ» εις Κέντρο. ΤΟΥ ΣΥΛΛΟΓΟΥ ΤΟΝ ΔΙΚΑΣΤΙΚΩΝ ΥΠΑΛΛΗΛΩΝ, αίθουσα «Μαιάνδρου». ΤΗΣ ΕΝΩΣΕΩΣ ΑΠΟΦΟΙΤΩΝ εις Κέντρο «Ελληνικόν». ΤΗΣ «ΑΔΕΛΦΟΤΗΤΟΣ ΚΩΝΣΤΑΝΤΙΝΟΥΠΟΛΙΤΩΝ» εις την αίθουσα «Αστέρια». ΤΟΥ ΣΥΛΛΟΓΟΥ ΦΟΙΤΗΤΩΝ ΙΑΤΡΙΚΗΣ εις Κέντρο «Πανόραμα». ΤΟΥ ΣΥΝΔΕΣΜΟΥ ΕΦΕΔΡΩΝ ΑΞΙΩΜΑΤΙΚΩΝ στην αίθουσα «Μακεδονία Παλλάς». ΤΟΥ ΠΟΛΙΤΙΣΤΙΚΟΥ ΣΥΛΛΟΓΟΥ ΚΑΛΑΜΑΡΙΑΣ εις Κέντρο «Νεφέλη». ΤΗΣ ΕΝΩΣΕΩΣ ΚΡΗΤΩΝ εις την αίθουσα «Ολύμπιον». ΤΟΥ ΣΥΛΛΟΓΟΥ ΗΠΕΙΡΩΤΩΝ εις Κέντρο «Αιγαίον». ΤΟΥ ΣΥΛΛΟΓΟΥ ΙΩΝΩΝ στην αίθουσα «Ξενία». ΤΗΣ ΦΙΛΟΠΤΩΧΟΥ ΑΔΕΛΦΟΤΗΤΟΣ εις Κέντρο «Κρυστάλ». ΤΟΥ ΟΜΙΛΟΥ ΕΠΙΣΤΗΜΟΝΩΝ εις «Καστέλλο». ΤΟΥ ΣΥΛΛΟΓΟΥ ΣΑΡΑΚΑΤΣΑΝΩΝ εις Κέντρο «Λάμπρος». ΤΟΥ ΣΥΛΛΟΓΟΥ ΠΟΝΤΙΩΝ εις «Μπάρμπα Γιάννης». ΤΗΣ ΕΝΩΣΕΩΣ ΝΕΩΝ εις Κέντρο «Λευκός Πύργος». ΤΟΥ ΣΥΛΛΟΓΟΥ ΤΩΝ ΓΥΝΑΙΚΩΝ εις την αίθουσα «Αμαλία».: [369, 1383, 535, 2318]
excursions-upcoming: Προσεχώς: [194, 1113, 247, 1123]
funerals-right: [955, 581, 1157, 1745]
phone-place: Εύοσμος: [6, 692, 39, 702]
funeral-age: ετών 80: [830, 867, 862, 877]
phone-number: 414.200: [152, 711, 182, 721]
social-section-title: Αρραβώνες: [6, 104, 63, 114]
phone-place: Τούμπα: [6, 620, 35, 630]
phone-place: Βαρδάρη: [6, 519, 39, 529]
phone-place: Βασ. Όλγας: [6, 575, 51, 584]
sarakatsanoi-text: Το μέλη του Συλλόγου Σαρακατσάνων καλούνται εις γενική συνέλευσιν την Κυριακή 18 Μαρτίου στην αίθουσα του φιλικού «Σταφίδα».: [547, 789, 735, 827]
funeral-name: ΑΙΚΑΤΕΡΙΝΗ ΤΣΟΥΝΤΑ: [997, 733, 1115, 744]
phone-number: 834.600: [152, 647, 182, 657]
phone-row: [6, 529, 182, 538]
